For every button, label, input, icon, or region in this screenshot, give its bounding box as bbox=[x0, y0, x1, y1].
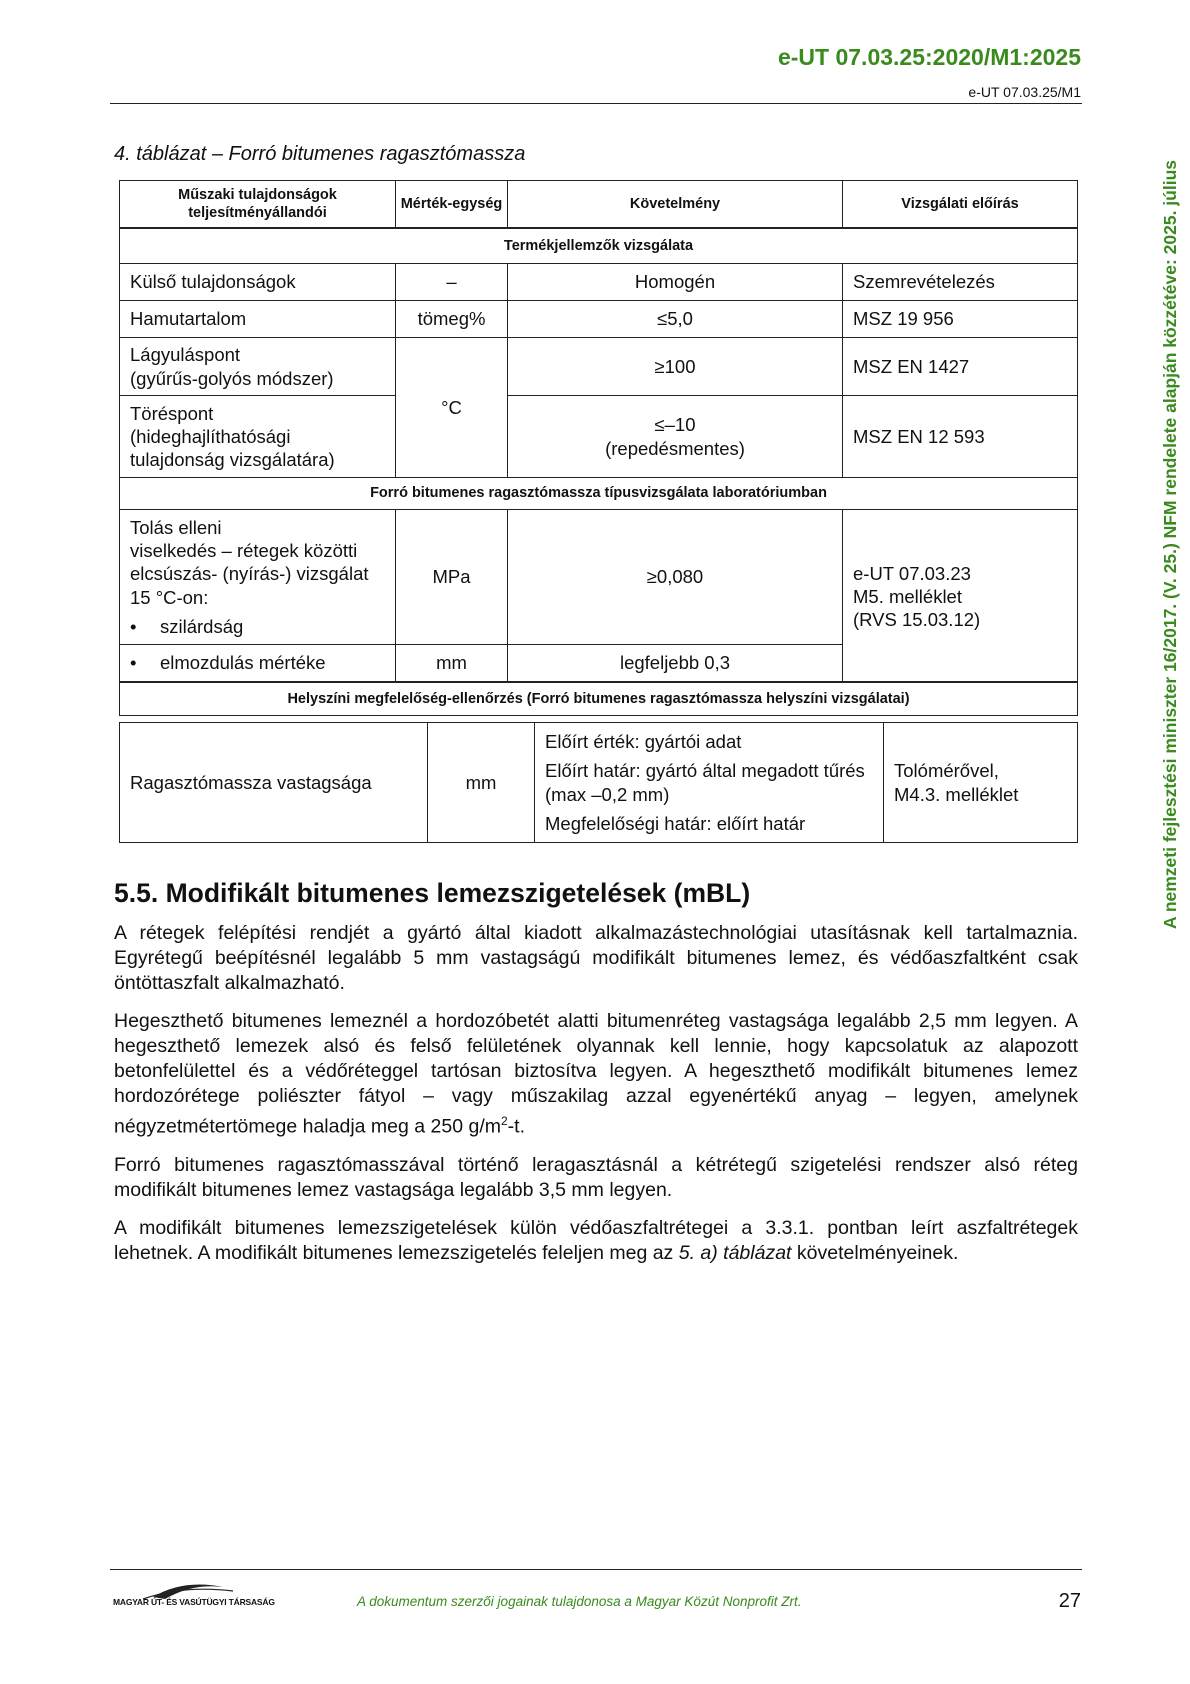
paragraph-text: -t. bbox=[507, 1115, 526, 1138]
table-row bbox=[120, 510, 1078, 645]
table-reference: 5. a) táblázat bbox=[678, 1241, 792, 1264]
cell-unit: mm bbox=[428, 723, 535, 843]
header-divider bbox=[110, 103, 1082, 104]
document-code-short: e-UT 07.03.25/M1 bbox=[968, 84, 1081, 100]
paragraph: A rétegek felépítési rendjét a gyártó által kiadott alkalmazástechnológiai utasításnak kell tartalmaznia. Egyrétegű beépítésnél legalább 5 mm vastagságú modifikált bitumenes lemez, és védőaszfaltként csak öntöttaszfalt alkalmazható. bbox=[114, 922, 1078, 994]
table-row bbox=[120, 264, 1078, 301]
table-row bbox=[120, 723, 1078, 843]
cell-unit: MPa bbox=[396, 510, 508, 645]
table-row bbox=[120, 396, 1078, 478]
text-line: ≤–10 bbox=[654, 414, 696, 436]
table-section-row bbox=[120, 228, 1078, 264]
paragraph: Forró bitumenes ragasztómasszával történő leragasztásnál a kétrétegű szigetelési rendszer alsó réteg modifikált bitumenes lemez vastagsága legalább 3,5 mm legyen. bbox=[114, 1153, 1078, 1201]
paragraph-text: A modifikált bitumenes lemezszigetelések külön védőaszfaltrétegei a 3.3.1. pontban leírt aszfaltrétegek lehetnek. A modifikált bitumenes lemezszigetelés feleljen meg az bbox=[114, 1216, 1078, 1264]
site-compliance-table bbox=[119, 722, 1078, 843]
section-site-compliance: Helyszíni megfelelőség-ellenőrzés (Forró bitumenes ragasztómassza helyszíni vizsgálatai) bbox=[120, 682, 1078, 716]
cell-requirement: Homogén bbox=[508, 264, 843, 301]
bullet-text: szilárdság bbox=[160, 615, 244, 637]
cell-requirement bbox=[535, 723, 884, 843]
section-product-tests: Termékjellemzők vizsgálata bbox=[120, 228, 1078, 264]
requirements-table bbox=[119, 180, 1078, 716]
footer-copyright: A dokumentum szerzői jogainak tulajdonosa a Magyar Közút Nonprofit Zrt. bbox=[357, 1594, 802, 1609]
text-line: Előírt határ: gyártó által megadott tűrés (max –0,2 mm) bbox=[545, 760, 865, 805]
cell-unit: – bbox=[396, 264, 508, 301]
text-line: (hideghajlíthatósági bbox=[130, 425, 291, 447]
cell-property: Hamutartalom bbox=[120, 301, 396, 338]
side-publication-note: A nemzeti fejlesztési miniszter 16/2017. (V. 25.) NFM rendelete alapján közzétéve: 2025. július bbox=[1160, 160, 1180, 930]
cell-unit: mm bbox=[396, 645, 508, 682]
bullet-icon: • bbox=[130, 615, 137, 637]
paragraph bbox=[114, 1009, 1078, 1140]
table-header-row bbox=[120, 181, 1078, 228]
text-line: (RVS 15.03.12) bbox=[853, 609, 981, 631]
text-line: tulajdonság vizsgálatára) bbox=[130, 449, 335, 471]
header-property: Műszaki tulajdonságok teljesítményállandói bbox=[120, 181, 396, 228]
text-line: (gyűrűs-golyós módszer) bbox=[130, 367, 334, 389]
text-line: 15 °C-on: bbox=[130, 586, 209, 608]
bullet-item bbox=[130, 651, 385, 674]
text-line: elcsúszás- (nyírás-) vizsgálat bbox=[130, 563, 369, 585]
superscript: 2 bbox=[500, 1114, 508, 1128]
cell-property: Külső tulajdonságok bbox=[120, 264, 396, 301]
cell-property bbox=[120, 645, 396, 682]
paragraph-text: Hegeszthető bitumenes lemeznél a hordozóbetét alatti bitumenréteg vastagsága legalább 2,5 mm legyen. A hegeszthető lemezek alsó és felső felületének olyannak kell lennie, hogy kapcsolatuk az alapozott betonfelülettel és a védőréteggel tartósan biztosítva legyen. A hegeszthető modifikált bitumenes lemez hordozórétege poliészter fátyol – vagy műszakilag azzal egyenértékű anyag – legyen, amelynek négyzetmétertömege haladja meg a 250 g/m bbox=[114, 1010, 1078, 1138]
cell-unit: tömeg% bbox=[396, 301, 508, 338]
text-line: M5. melléklet bbox=[853, 586, 962, 608]
text-line: M4.3. melléklet bbox=[894, 783, 1019, 805]
cell-test-method: MSZ EN 1427 bbox=[843, 338, 1078, 396]
cell-property bbox=[120, 338, 396, 396]
bullet-icon: • bbox=[130, 652, 137, 674]
table-row bbox=[120, 301, 1078, 338]
table-section-row bbox=[120, 478, 1078, 510]
text-line: Tolás elleni bbox=[130, 517, 222, 539]
text-line: e-UT 07.03.23 bbox=[853, 563, 971, 584]
text-line: Lágyuláspont bbox=[130, 344, 241, 366]
footer-divider bbox=[110, 1569, 1082, 1570]
society-logo-text: MAGYAR ÚT- ÉS VASÚTÜGYI TÁRSASÁG bbox=[113, 1597, 275, 1607]
cell-unit: °C bbox=[396, 338, 508, 478]
cell-property: Ragasztómassza vastagsága bbox=[120, 723, 428, 843]
header-test-method: Vizsgálati előírás bbox=[843, 181, 1078, 228]
table-row bbox=[120, 338, 1078, 396]
text-line: (repedésmentes) bbox=[605, 437, 745, 459]
cell-test-method: MSZ 19 956 bbox=[843, 301, 1078, 338]
paragraph-text: követelményeinek. bbox=[791, 1241, 959, 1264]
section-body bbox=[114, 921, 1078, 1279]
table-section-row bbox=[120, 682, 1078, 716]
section-heading: 5.5. Modifikált bitumenes lemezszigetelések (mBL) bbox=[114, 878, 751, 908]
cell-property bbox=[120, 396, 396, 478]
section-lab-type-tests: Forró bitumenes ragasztómassza típusvizsgálata laboratóriumban bbox=[120, 478, 1078, 510]
table-caption-title: Forró bitumenes ragasztómassza bbox=[228, 143, 526, 165]
cell-requirement: ≤5,0 bbox=[508, 301, 843, 338]
page-number: 27 bbox=[1058, 1590, 1081, 1612]
paragraph bbox=[114, 1216, 1078, 1266]
header-unit: Mérték-egység bbox=[396, 181, 508, 228]
cell-requirement: ≥0,080 bbox=[508, 510, 843, 645]
bullet-text: elmozdulás mértéke bbox=[160, 652, 326, 674]
table-caption-dash: – bbox=[206, 143, 229, 165]
cell-test-method bbox=[884, 723, 1078, 843]
text-line: Megfelelőségi határ: előírt határ bbox=[545, 812, 806, 834]
cell-requirement bbox=[508, 396, 843, 478]
bullet-item bbox=[130, 615, 385, 638]
cell-property bbox=[120, 510, 396, 645]
cell-test-method: Szemrevételezés bbox=[843, 264, 1078, 301]
cell-requirement: ≥100 bbox=[508, 338, 843, 396]
text-line: Előírt érték: gyártói adat bbox=[545, 731, 742, 753]
cell-test-method: MSZ EN 12 593 bbox=[843, 396, 1078, 478]
document-code: e-UT 07.03.25:2020/M1:2025 bbox=[777, 44, 1081, 70]
cell-test-method bbox=[843, 510, 1078, 682]
cell-requirement: legfeljebb 0,3 bbox=[508, 645, 843, 682]
header-requirement: Követelmény bbox=[508, 181, 843, 228]
text-line: Tolómérővel, bbox=[894, 760, 999, 782]
text-line: Töréspont bbox=[130, 402, 214, 424]
text-line: viselkedés – rétegek közötti bbox=[130, 540, 358, 562]
table-caption-number: 4. táblázat bbox=[114, 143, 207, 165]
table-caption bbox=[114, 143, 525, 166]
